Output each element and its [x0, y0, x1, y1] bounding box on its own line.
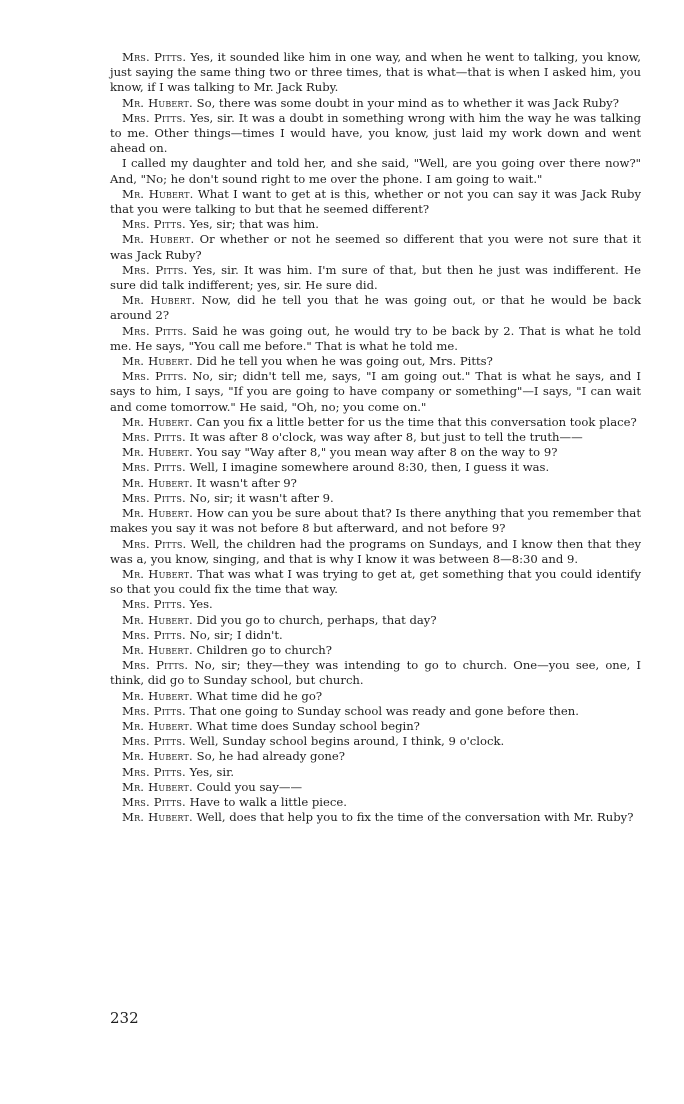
testimony-paragraph: [110, 50, 641, 96]
testimony-text: You say "Way after 8," you mean way after 8 on the way to 9?: [196, 445, 558, 460]
testimony-text: Yes, sir.: [189, 764, 235, 779]
speaker-name: Mr. Hubert.: [122, 779, 193, 794]
speaker-name: Mr. Hubert.: [122, 688, 193, 703]
testimony-paragraph: [110, 324, 641, 354]
speaker-name: Mr. Hubert.: [122, 718, 193, 733]
testimony-paragraph: [110, 187, 641, 217]
testimony-text: Yes, it sounded like him in one way, and when he went to talking, you know, just saying the same thing two or three times, that is what—that is when I asked him, you know, if I was talking to Mr. Jack Ruby.: [110, 50, 641, 95]
testimony-paragraph: [110, 111, 641, 157]
page-number: 232: [110, 1009, 139, 1027]
speaker-name: Mrs. Pitts.: [122, 217, 186, 232]
testimony-text: Yes, sir; that was him.: [189, 217, 319, 232]
speaker-name: Mrs. Pitts.: [122, 323, 188, 338]
speaker-name: Mr. Hubert.: [122, 810, 193, 825]
speaker-name: Mr. Hubert.: [122, 566, 194, 581]
testimony-text: Have to walk a little piece.: [189, 794, 347, 809]
testimony-text: Did you go to church, perhaps, that day?: [196, 612, 437, 627]
testimony-paragraph: [110, 567, 641, 597]
testimony-text: Well, Sunday school begins around, I think, 9 o'clock.: [189, 734, 505, 749]
testimony-paragraph: [110, 96, 641, 111]
testimony-paragraph: [110, 232, 641, 262]
testimony-text: Well, the children had the programs on Sundays, and I know then that they was a, you know, singing, and that is why I know it was between 8—8:30 and 9.: [110, 536, 641, 566]
testimony-paragraph: [110, 369, 641, 415]
testimony-paragraph: [110, 810, 641, 825]
testimony-text: Could you say——: [196, 779, 303, 794]
speaker-name: Mrs. Pitts.: [122, 536, 187, 551]
testimony-paragraph: [110, 263, 641, 293]
testimony-text: Yes.: [189, 597, 213, 612]
testimony-paragraph: [110, 506, 641, 536]
testimony-paragraph: [110, 795, 641, 810]
speaker-name: Mr. Hubert.: [122, 354, 193, 369]
testimony-text: I called my daughter and told her, and she said, "Well, are you going over there now?" And, "No; he don't sound right to me over the phone. I am going to wait.": [110, 156, 641, 186]
testimony-text: Did he tell you when he was going out, Mrs. Pitts?: [196, 354, 493, 369]
speaker-name: Mrs. Pitts.: [122, 734, 186, 749]
speaker-name: Mr. Hubert.: [122, 612, 193, 627]
testimony-text: Yes, sir. It was a doubt in something wrong with him the way he was talking to me. Other things—times I would have, you know, just laid my work down and went ahead on.: [110, 110, 641, 156]
transcript-body: [110, 50, 641, 825]
speaker-name: Mr. Hubert.: [122, 475, 193, 490]
testimony-paragraph: [110, 415, 641, 430]
speaker-name: Mr. Hubert.: [122, 506, 194, 521]
testimony-paragraph: [110, 628, 641, 643]
speaker-name: Mr. Hubert.: [122, 232, 195, 247]
testimony-paragraph: [110, 354, 641, 369]
speaker-name: Mrs. Pitts.: [122, 369, 188, 384]
testimony-text: No, sir; they—they was intending to go to church. One—you see, one, I think, did go to Sunday school, but church.: [110, 658, 642, 688]
testimony-text: How can you be sure about that? Is there anything that you remember that makes you say it was not before 8 but afterward, and not before 9?: [110, 506, 641, 536]
testimony-text: It wasn't after 9?: [196, 475, 297, 490]
testimony-paragraph: [110, 156, 641, 186]
speaker-name: Mrs. Pitts.: [122, 430, 186, 445]
testimony-text: That was what I was trying to get at, get something that you could identify so that you could fix the time that way.: [110, 566, 642, 597]
speaker-name: Mrs. Pitts.: [122, 794, 186, 809]
speaker-name: Mrs. Pitts.: [122, 110, 187, 125]
testimony-paragraph: [110, 537, 641, 567]
speaker-name: Mrs. Pitts.: [122, 764, 186, 779]
testimony-paragraph: [110, 658, 641, 688]
testimony-text: Can you fix a little better for us the time that this conversation took place?: [196, 414, 637, 429]
testimony-text: Or whether or not he seemed so different that you were not sure that it was Jack Ruby?: [110, 232, 641, 262]
testimony-paragraph: [110, 719, 641, 734]
speaker-name: Mrs. Pitts.: [122, 262, 188, 277]
testimony-paragraph: [110, 704, 641, 719]
testimony-paragraph: [110, 765, 641, 780]
testimony-paragraph: [110, 491, 641, 506]
testimony-text: No, sir; it wasn't after 9.: [189, 490, 334, 505]
testimony-text: It was after 8 o'clock, was way after 8, but just to tell the truth——: [189, 430, 583, 445]
testimony-text: So, there was some doubt in your mind as to whether it was Jack Ruby?: [196, 95, 619, 110]
speaker-name: Mrs. Pitts.: [122, 703, 186, 718]
testimony-text: What time did he go?: [196, 688, 323, 703]
testimony-text: That one going to Sunday school was ready and gone before then.: [189, 703, 579, 718]
speaker-name: Mr. Hubert.: [122, 642, 193, 657]
testimony-paragraph: [110, 749, 641, 764]
testimony-text: So, he had already gone?: [196, 749, 345, 764]
speaker-name: Mrs. Pitts.: [122, 658, 189, 673]
speaker-name: Mr. Hubert.: [122, 445, 193, 460]
testimony-paragraph: [110, 613, 641, 628]
speaker-name: Mr. Hubert.: [122, 749, 193, 764]
testimony-text: What time does Sunday school begin?: [196, 718, 420, 733]
testimony-paragraph: [110, 689, 641, 704]
speaker-name: Mrs. Pitts.: [122, 597, 186, 612]
testimony-text: Well, does that help you to fix the time of the conversation with Mr. Ruby?: [196, 810, 634, 825]
testimony-paragraph: [110, 643, 641, 658]
testimony-text: Well, I imagine somewhere around 8:30, then, I guess it was.: [189, 460, 550, 475]
speaker-name: Mr. Hubert.: [122, 293, 196, 308]
testimony-text: What I want to get at is this, whether or not you can say it was Jack Ruby that you were talking to but that he seemed different?: [110, 186, 642, 217]
testimony-text: No, sir; I didn't.: [189, 627, 283, 642]
speaker-name: Mrs. Pitts.: [122, 460, 186, 475]
testimony-text: Children go to church?: [196, 642, 332, 657]
testimony-paragraph: [110, 445, 641, 460]
speaker-name: Mrs. Pitts.: [122, 50, 187, 64]
testimony-paragraph: [110, 780, 641, 795]
testimony-text: Said he was going out, he would try to be back by 2. That is what he told me. He says, "You call me before." That is what he told me.: [110, 323, 641, 353]
testimony-paragraph: [110, 430, 641, 445]
testimony-text: Yes, sir. It was him. I'm sure of that, but then he just was indifferent. He sure did talk indifferent; yes, sir. He sure did.: [110, 262, 641, 293]
testimony-paragraph: [110, 476, 641, 491]
testimony-paragraph: [110, 597, 641, 612]
speaker-name: Mrs. Pitts.: [122, 490, 186, 505]
testimony-paragraph: [110, 734, 641, 749]
speaker-name: Mr. Hubert.: [122, 186, 194, 201]
speaker-name: Mrs. Pitts.: [122, 627, 186, 642]
testimony-paragraph: [110, 460, 641, 475]
speaker-name: Mr. Hubert.: [122, 95, 193, 110]
speaker-name: Mr. Hubert.: [122, 414, 193, 429]
testimony-text: No, sir; didn't tell me, says, "I am going out." That is what he says, and I says to him, I says, "If you are going to have company or something"—I says, "I can wait and come tomorrow." He said, "Oh, no; you come on.": [110, 369, 641, 414]
testimony-paragraph: [110, 293, 641, 323]
testimony-text: Now, did he tell you that he was going out, or that he would be back around 2?: [110, 293, 641, 323]
testimony-paragraph: [110, 217, 641, 232]
